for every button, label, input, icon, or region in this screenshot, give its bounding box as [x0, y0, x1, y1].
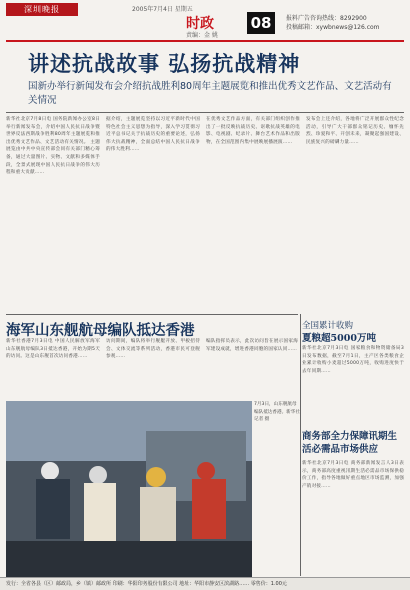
lead-column-3: 在优秀文艺作品方面，有关部门组织创作推出了一批反映抗战历史、讴歌抗战英雄的电影、电视剧、纪录片、舞台艺术作品和出版物，在全国范围内集中展映展播展演…… [206, 117, 300, 145]
hk-column-1: 新华社香港7月3日电 中国人民解放军海军山东舰航母编队3日抵达香港，开始为期5天的访问。这是山东舰首次访问香港…… [6, 339, 100, 360]
story-divider [6, 314, 298, 315]
hk-column-2: 访问期间，编队将举行舰艇开放、甲板招待会、文体交流等系列活动，香港市民可登舰参观…… [106, 339, 200, 360]
top-rule [6, 40, 404, 42]
grain-kicker: 全国累计收购 [302, 321, 354, 331]
contact-email: 投稿邮箱：xywbnews@126.com [286, 24, 380, 31]
lead-column-1: 新华社北京7月8日电 国务院新闻办公室8日举行新闻发布会，介绍中国人民抗日战争暨世界反法西斯战争胜利80周年主题展览和推出优秀文艺作品、文艺活动有关情况。 主题展览由中共中央宣传部会同有关部门精心筹备，通过大量图片、实物、文献和多媒体手段，全景式展现中国人民抗日战争的伟大历程和重大贡献…… [6, 117, 100, 176]
lead-column-2: 据介绍，主题展览坚持以习近平新时代中国特色社会主义思想为指导，深入学习贯彻习近平总书记关于抗战历史的重要论述，弘扬伟大抗战精神，全面总结中国人民抗日战争的伟大胜利…… [106, 117, 200, 153]
lead-deck: 国新办举行新闻发布会介绍抗战胜利80周年主题展览和推出优秀文艺作品、文艺活动有关情况 [28, 81, 392, 106]
section-editor: 责编：金 姚 [186, 32, 218, 39]
page-number: 08 [247, 12, 275, 34]
hk-headline: 海军山东舰航母编队抵达香港 [6, 322, 195, 339]
hk-column-3: 编队指挥员表示，此次访问旨在展示国家海军建设成就，增进香港同胞的国家认同…… [206, 339, 298, 352]
issue-date: 2005年7月4日 星期五 [132, 6, 193, 13]
lead-headline: 讲述抗战故事 弘扬抗战精神 [28, 51, 301, 76]
commerce-body: 新华社北京7月3日电 商务部新闻发言人3日表示，商务部高度重视汛期生活必需品市场保供稳价工作，指导各地做好重点地区市场监测，加强产销对接…… [302, 461, 404, 489]
newspaper-logo: 深圳晚报 [6, 3, 78, 16]
hotline: 报料广告咨询热线：8292900 [286, 15, 367, 22]
news-photo [6, 401, 252, 577]
photo-caption: 7月3日，山东舰航母编队抵达香港。新华社记者 摄 [254, 402, 300, 423]
lead-column-4: 发布会上还介绍，各地将广泛开展群众性纪念活动，引导广大干部群众铭记历史、缅怀先烈、珍爱和平、开创未来，凝聚起强国建设、民族复兴的磅礴力量…… [306, 117, 404, 145]
grain-body: 新华社北京7月3日电 国家粮食和物资储备局3日发布数据，截至7月1日，主产区各类粮食企业累计收购小麦超过5000万吨，收购进度快于去年同期…… [302, 346, 404, 374]
section-divider [6, 112, 404, 113]
grain-headline: 夏粮超5000万吨 [302, 333, 376, 344]
section-name: 时政 [186, 16, 214, 32]
footer-text: 发行：全省各县（区）邮政局，乡（镇）邮政所 印刷：华阳印务股份有限公司 地址：华阳市静安区滨湖路…… 零售价：1.00元 [6, 581, 287, 587]
commerce-headline: 商务部全力保障讯期生活必需品市场供应 [302, 431, 398, 455]
column-divider [300, 314, 301, 576]
